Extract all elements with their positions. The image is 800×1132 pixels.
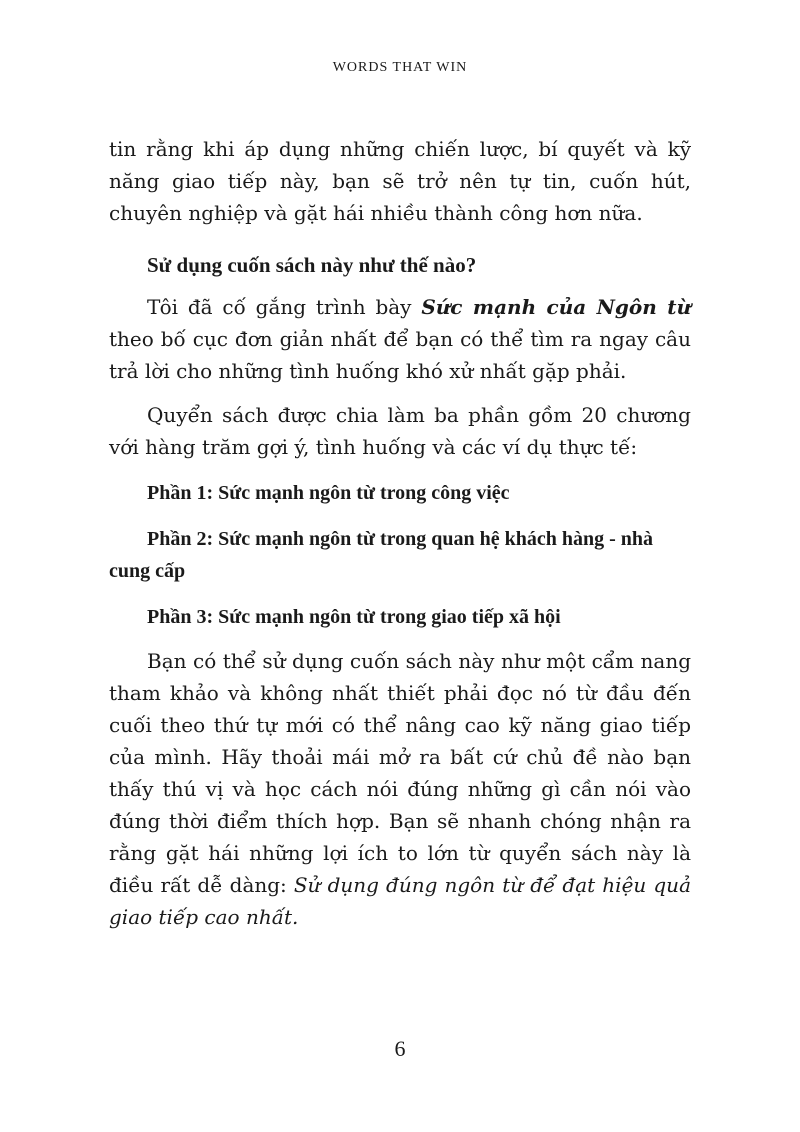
usage-motto: Sử dụng đúng ngôn từ để đạt hiệu quả giao tiếp cao nhất. xyxy=(109,873,691,929)
part-heading-3: Phần 3: Sức mạnh ngôn từ trong giao tiếp xã hội xyxy=(147,606,561,628)
book-title: Sức mạnh của Ngôn từ xyxy=(421,295,691,319)
part-heading-2: Phần 2: Sức mạnh ngôn từ trong quan hệ khách hàng - nhà cung cấp xyxy=(109,528,654,582)
running-header: WORDS THAT WIN xyxy=(332,60,468,75)
paragraph-layout-text-after: theo bố cục đơn giản nhất để bạn có thể tìm ra ngay câu trả lời cho những tình huống khó xử nhất gặp phải. xyxy=(109,327,691,383)
paragraph-structure: Quyển sách được chia làm ba phần gồm 20 chương với hàng trăm gợi ý, tình huống và các ví dụ thực tế: xyxy=(109,403,691,459)
section-heading: Sử dụng cuốn sách này như thế nào? xyxy=(147,253,477,277)
paragraph-layout-text-before: Tôi đã cố gắng trình bày xyxy=(147,295,422,319)
page-body xyxy=(109,133,691,933)
paragraph-layout xyxy=(109,291,691,387)
paragraph-usage-text: Bạn có thể sử dụng cuốn sách này như một cẩm nang tham khảo và không nhất thiết phải đọc nó từ đầu đến cuối theo thứ tự mới có thể nâng cao kỹ năng giao tiếp của mình. Hãy thoải mái mở ra bất cứ chủ đề nào bạn thấy thú vị và học cách nói đúng những gì cần nói vào đúng thời điểm thích hợp. Bạn sẽ nhanh chóng nhận ra rằng gặt hái những lợi ích to lớn từ quyển sách này là điều rất dễ dàng: xyxy=(109,649,691,897)
paragraph-continuation: tin rằng khi áp dụng những chiến lược, bí quyết và kỹ năng giao tiếp này, bạn sẽ trở nên tự tin, cuốn hút, chuyên nghiệp và gặt hái nhiều thành công hơn nữa. xyxy=(109,137,691,225)
page-number: 6 xyxy=(394,1036,406,1061)
part-heading-1: Phần 1: Sức mạnh ngôn từ trong công việc xyxy=(147,482,510,504)
paragraph-usage xyxy=(109,645,691,933)
